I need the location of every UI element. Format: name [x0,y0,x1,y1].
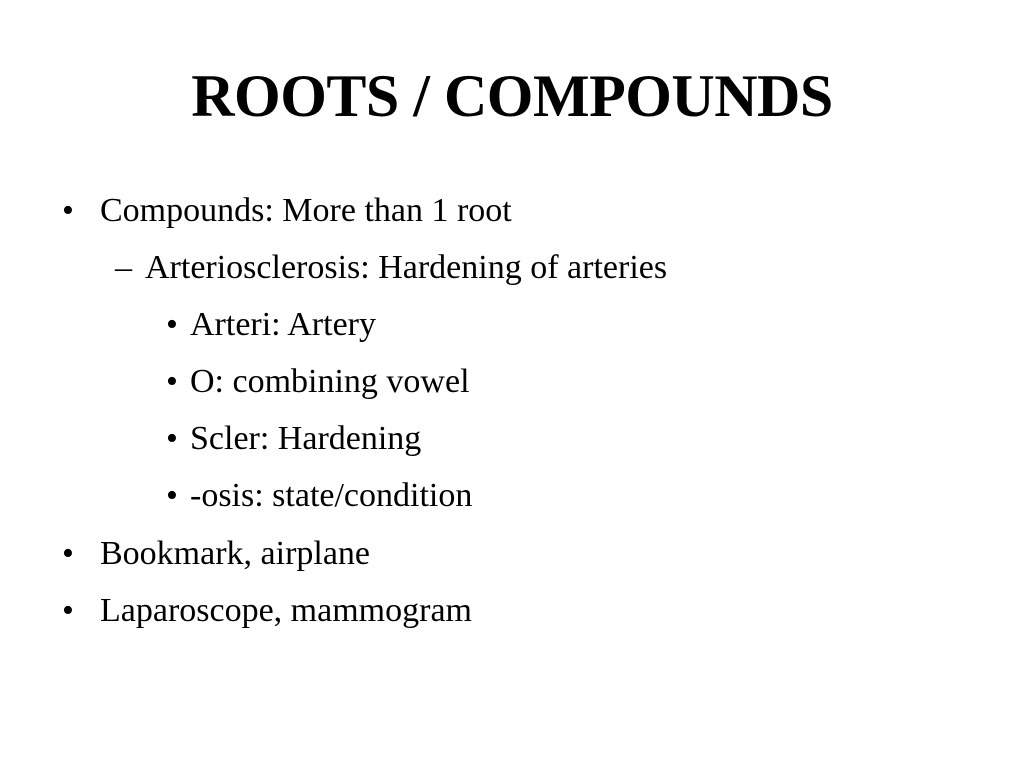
dash-marker: – [115,249,132,286]
bullet-text: Compounds: More than 1 root [100,192,512,229]
bullet-text: Laparoscope, mammogram [100,592,472,629]
bullet-marker: • [62,192,74,229]
bullet-text: -osis: state/condition [190,477,473,514]
bullet-text: Arteriosclerosis: Hardening of arteries [145,249,668,286]
bullet-text: Scler: Hardening [190,420,422,457]
bullet-item [62,591,472,631]
bullet-marker: • [166,363,178,400]
sub-sub-bullet-item [166,305,376,345]
sub-sub-bullet-item [166,476,473,516]
bullet-marker: • [166,420,178,457]
bullet-marker: • [62,592,74,629]
bullet-item [62,191,512,231]
bullet-item [62,534,371,574]
sub-bullet-item [115,248,668,288]
sub-sub-bullet-item [166,419,422,459]
bullet-text: O: combining vowel [190,363,470,400]
bullet-text: Bookmark, airplane [100,535,371,572]
bullet-marker: • [62,535,74,572]
bullet-marker: • [166,306,178,343]
bullet-text: Arteri: Artery [190,306,376,343]
slide-title: ROOTS / COMPOUNDS [191,63,833,129]
sub-sub-bullet-item [166,362,470,402]
bullet-marker: • [166,477,178,514]
